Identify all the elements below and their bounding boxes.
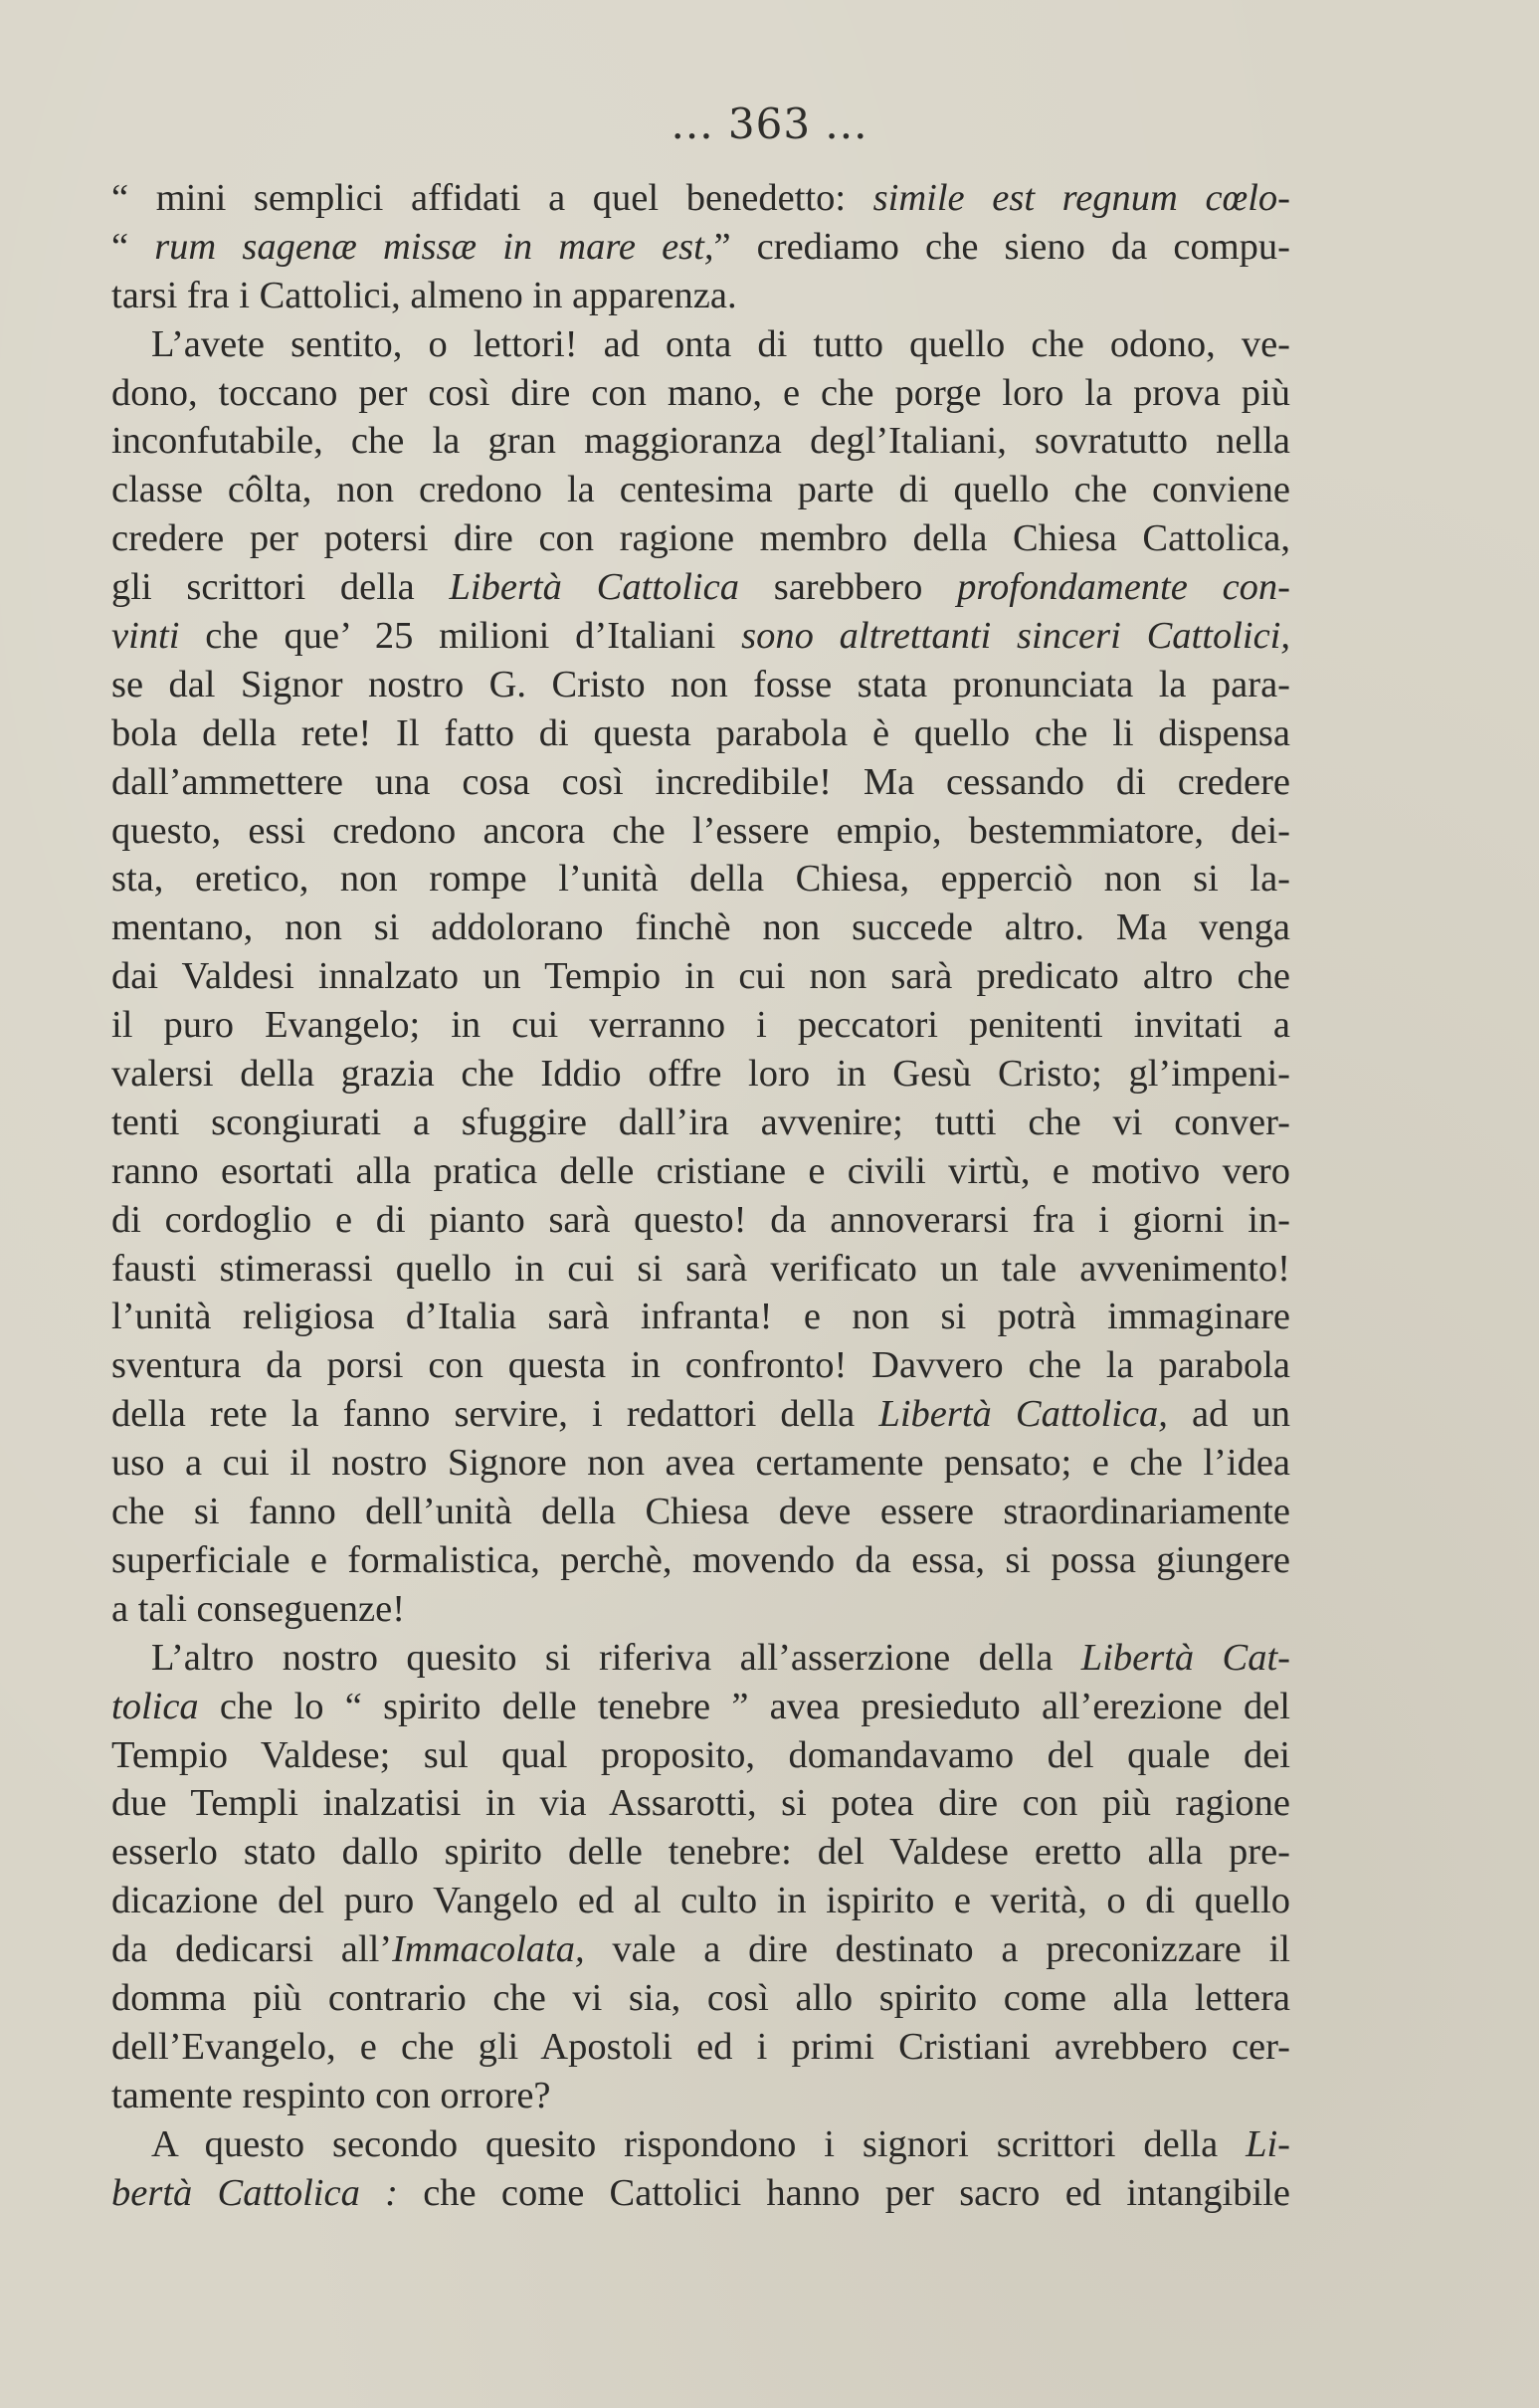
text-line: “ mini semplici affidati a quel benedetto: simile est regnum cœlo-	[111, 177, 1290, 219]
text-line: della rete la fanno servire, i redattori della Libertà Cattolica, ad un	[111, 1393, 1290, 1436]
text-line: mentano, non si addolorano finchè non succede altro. Ma venga	[111, 906, 1290, 949]
text-line: a tali conseguenze!	[111, 1587, 406, 1630]
text-line: bola della rete! Il fatto di questa parabola è quello che li dispensa	[111, 711, 1290, 754]
text-line: bertà Cattolica : che come Cattolici hanno per sacro ed intangibile	[111, 2171, 1290, 2214]
paragraph-start: L’avete sentito, o lettori! ad onta di tutto quello che odono, ve-	[151, 322, 1290, 365]
text-line: superficiale e formalistica, perchè, movendo da essa, si possa giungere	[111, 1538, 1290, 1581]
text-line: il puro Evangelo; in cui verranno i peccatori penitenti invitati a	[111, 1004, 1290, 1047]
text-line: dono, toccano per così dire con mano, e che porge loro la prova più	[111, 371, 1290, 414]
text-line: gli scrittori della Libertà Cattolica sarebbero profondamente con-	[111, 566, 1290, 609]
text-line: se dal Signor nostro G. Cristo non fosse stata pronunciata la para-	[111, 663, 1290, 705]
text-line: fausti stimerassi quello in cui si sarà verificato un tale avvenimento!	[111, 1247, 1290, 1290]
text-line: ranno esortati alla pratica delle cristiane e civili virtù, e motivo vero	[111, 1149, 1290, 1192]
paragraph-start: A questo secondo quesito rispondono i signori scrittori della Li-	[151, 2122, 1290, 2165]
page-number: ... 363 ...	[671, 100, 868, 148]
text-line: uso a cui il nostro Signore non avea certamente pensato; e che l’idea	[111, 1442, 1290, 1485]
text-line: dai Valdesi innalzato un Tempio in cui non sarà predicato altro che	[111, 955, 1290, 998]
body-text	[111, 174, 1290, 2217]
text-line: esserlo stato dallo spirito delle tenebre: del Valdese eretto alla pre-	[111, 1831, 1290, 1874]
text-line: l’unità religiosa d’Italia sarà infranta! e non si potrà immaginare	[111, 1296, 1290, 1338]
text-line: due Templi inalzatisi in via Assarotti, si potea dire con più ragione	[111, 1782, 1290, 1825]
text-line: tamente respinto con orrore?	[111, 2074, 551, 2116]
text-line: da dedicarsi all’Immacolata, vale a dire destinato a preconizzare il	[111, 1928, 1290, 1971]
text-line: dall’ammettere una cosa così incredibile! Ma cessando di credere	[111, 760, 1290, 803]
text-line: “ rum sagenæ missæ in mare est,” crediamo che sieno da compu-	[111, 225, 1290, 268]
text-line: valersi della grazia che Iddio offre loro in Gesù Cristo; gl’impeni-	[111, 1053, 1290, 1096]
text-line: Tempio Valdese; sul qual proposito, domandavamo del quale dei	[111, 1733, 1290, 1776]
text-line: tarsi fra i Cattolici, almeno in apparenza.	[111, 274, 737, 316]
text-line: di cordoglio e di pianto sarà questo! da annoverarsi fra i giorni in-	[111, 1198, 1290, 1241]
text-line: dicazione del puro Vangelo ed al culto in ispirito e verità, o di quello	[111, 1880, 1290, 1922]
text-line: classe côlta, non credono la centesima parte di quello che conviene	[111, 469, 1290, 511]
text-line: sventura da porsi con questa in confronto! Davvero che la parabola	[111, 1344, 1290, 1387]
text-line: vinti che que’ 25 milioni d’Italiani sono altrettanti sinceri Cattolici,	[111, 615, 1290, 658]
paragraph-start: L’altro nostro quesito si riferiva all’asserzione della Libertà Cat-	[151, 1636, 1290, 1679]
text-line: domma più contrario che vi sia, così allo spirito come alla lettera	[111, 1976, 1290, 2019]
text-line: inconfutabile, che la gran maggioranza degl’Italiani, sovratutto nella	[111, 420, 1290, 463]
text-line: dell’Evangelo, e che gli Apostoli ed i primi Cristiani avrebbero cer-	[111, 2025, 1290, 2068]
text-line: che si fanno dell’unità della Chiesa deve essere straordinariamente	[111, 1491, 1290, 1533]
text-line: sta, eretico, non rompe l’unità della Chiesa, epperciò non si la-	[111, 858, 1290, 901]
text-line: tenti scongiurati a sfuggire dall’ira avvenire; tutti che vi conver-	[111, 1101, 1290, 1143]
text-line: tolica che lo “ spirito delle tenebre ” avea presieduto all’erezione del	[111, 1685, 1290, 1727]
text-line: credere per potersi dire con ragione membro della Chiesa Cattolica,	[111, 517, 1290, 560]
text-line: questo, essi credono ancora che l’essere empio, bestemmiatore, dei-	[111, 809, 1290, 852]
